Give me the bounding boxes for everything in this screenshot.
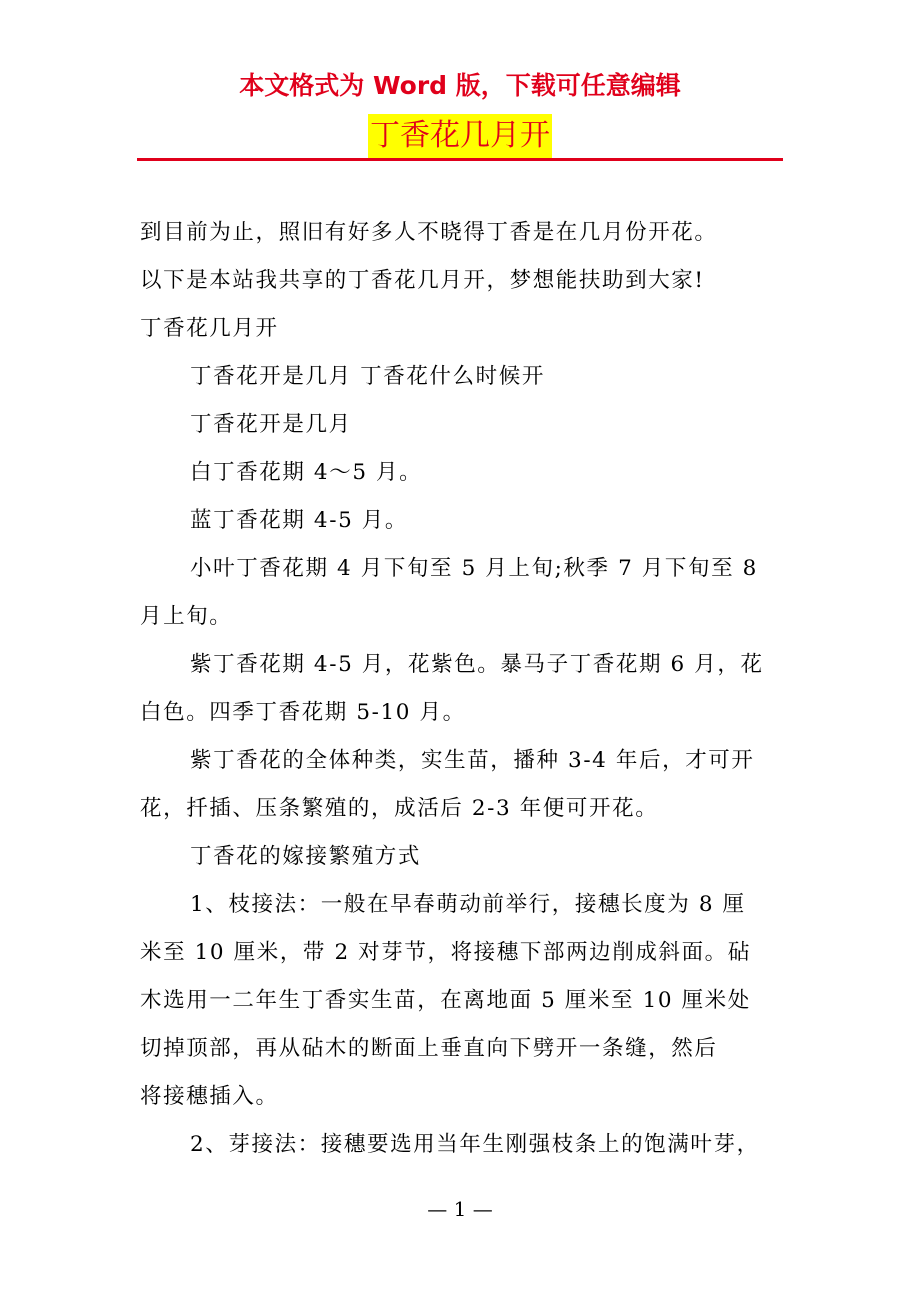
body-line: 木选用一二年生丁香实生苗，在离地面 5 厘米至 10 厘米处: [140, 988, 751, 1013]
body-line: 到目前为止，照旧有好多人不晓得丁香是在几月份开花。: [140, 220, 718, 245]
body-line: 白丁香花期 4～5 月。: [190, 460, 423, 485]
body-line: 紫丁香花期 4-5 月，花紫色。暴马子丁香花期 6 月，花: [190, 652, 764, 677]
body-line: 以下是本站我共享的丁香花几月开，梦想能扶助到大家!: [140, 268, 705, 293]
body-line: 米至 10 厘米，带 2 对芽节，将接穗下部两边削成斜面。砧: [140, 940, 751, 965]
body-line: 花，扦插、压条繁殖的，成活后 2-3 年便可开花。: [140, 796, 659, 821]
body-line: 蓝丁香花期 4-5 月。: [190, 508, 408, 533]
body-line: 丁香花的嫁接繁殖方式: [190, 844, 422, 869]
body-line: 紫丁香花的全体种类，实生苗，播种 3-4 年后，才可开: [190, 748, 755, 773]
body-line: 切掉顶部，再从砧木的断面上垂直向下劈开一条缝，然后: [140, 1036, 718, 1061]
header-divider: [137, 158, 783, 161]
document-title: 丁香花几月开: [368, 114, 552, 158]
title-container: [0, 114, 920, 158]
body-line: 将接穗插入。: [140, 1084, 279, 1109]
format-notice: 本文格式为 Word 版，下载可任意编辑: [239, 71, 681, 100]
body-line: 1、枝接法：一般在早春萌动前举行，接穗长度为 8 厘: [190, 892, 746, 917]
body-line: 丁香花开是几月 丁香花什么时候开: [190, 364, 545, 389]
body-line: 月上旬。: [140, 604, 233, 629]
body-line: 白色。四季丁香花期 5-10 月。: [140, 700, 466, 725]
document-body: [140, 209, 785, 1169]
body-line: 丁香花开是几月: [190, 412, 352, 437]
body-line: 丁香花几月开: [140, 316, 279, 341]
page-number: — 1 —: [427, 1197, 493, 1221]
body-line: 2、芽接法：接穗要选用当年生刚强枝条上的饱满叶芽，: [190, 1132, 760, 1157]
body-line: 小叶丁香花期 4 月下旬至 5 月上旬;秋季 7 月下旬至 8: [190, 556, 758, 581]
